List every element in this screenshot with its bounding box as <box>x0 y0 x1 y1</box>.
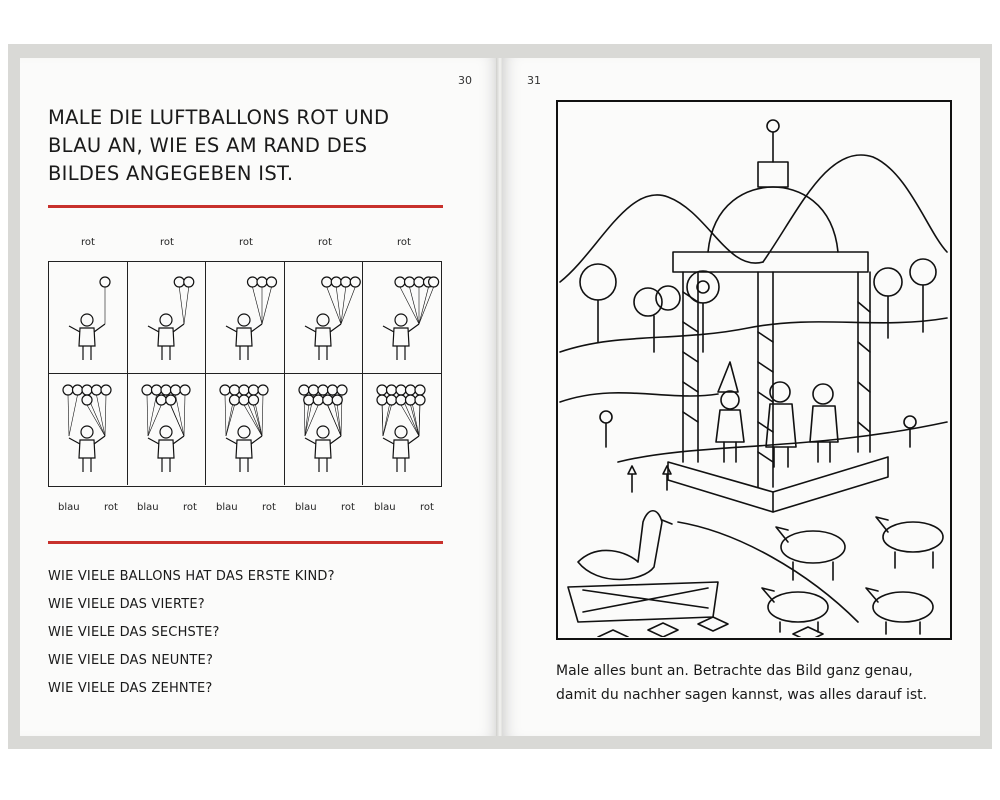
balloon <box>142 385 152 395</box>
balloon <box>322 277 332 287</box>
balloon-string <box>184 287 189 324</box>
tree-left <box>580 264 616 342</box>
goose <box>578 511 672 580</box>
child-with-balloons <box>363 262 442 374</box>
balloon-grid <box>48 261 442 487</box>
child-head <box>317 314 329 326</box>
child-body <box>79 328 95 346</box>
balloon-string <box>419 287 429 324</box>
balloon <box>170 385 180 395</box>
balloon <box>239 385 249 395</box>
child-head <box>81 314 93 326</box>
column-header: rot <box>160 237 174 248</box>
balloon <box>180 385 190 395</box>
balloon-string <box>400 287 419 324</box>
child-with-balloons <box>128 262 207 374</box>
balloon <box>304 395 314 405</box>
balloon <box>396 385 406 395</box>
child-body <box>393 328 409 346</box>
balloon-string <box>262 395 263 436</box>
color-label-rot: rot <box>420 502 434 513</box>
horizon <box>560 318 947 352</box>
balloon <box>313 395 323 405</box>
child-legs <box>162 346 170 360</box>
color-label-rot: rot <box>262 502 276 513</box>
balloon <box>183 277 193 287</box>
balloon-cell <box>285 374 364 486</box>
balloon-cell <box>128 374 207 486</box>
balloon-string <box>184 395 185 436</box>
balloon <box>100 277 110 287</box>
title-line: BLAU AN, WIE ES AM RAND DES <box>48 134 368 157</box>
balloon <box>151 385 161 395</box>
balloon-cell <box>285 262 364 374</box>
balloon-string <box>68 395 69 436</box>
balloon-string <box>401 405 419 436</box>
balloon <box>327 385 337 395</box>
meadow-path <box>618 422 947 462</box>
balloon-string <box>225 395 226 436</box>
boat <box>568 582 718 622</box>
scene-drawing <box>558 102 949 637</box>
hill-right <box>763 155 947 262</box>
balloon-string <box>87 405 105 436</box>
tree-mid <box>634 286 680 352</box>
red-divider-bottom <box>48 541 443 544</box>
flower-big <box>687 271 719 352</box>
child-body <box>315 328 331 346</box>
balloon-string <box>253 287 263 324</box>
balloon <box>395 277 405 287</box>
question-5: WIE VIELE DAS ZEHNTE? <box>48 681 213 696</box>
balloon <box>239 395 249 405</box>
question-3: WIE VIELE DAS SECHSTE? <box>48 625 220 640</box>
tree-right-2 <box>910 259 936 332</box>
tree-right-1 <box>874 268 902 338</box>
balloon <box>377 395 387 405</box>
balloon <box>161 385 171 395</box>
red-divider-top <box>48 205 443 208</box>
balloon-cell <box>363 374 442 486</box>
child-head <box>395 314 407 326</box>
balloon <box>220 385 230 395</box>
gazebo-scene-illustration <box>556 100 952 640</box>
balloon <box>332 395 342 405</box>
child-body <box>158 440 174 458</box>
child-body <box>236 328 252 346</box>
balloon-cell <box>206 374 285 486</box>
balloon-string <box>419 287 434 324</box>
column-header: rot <box>318 237 332 248</box>
balloon <box>337 385 347 395</box>
balloon <box>156 395 166 405</box>
meadow-left <box>560 393 718 402</box>
child-with-balloons <box>128 374 207 486</box>
color-label-rot: rot <box>183 502 197 513</box>
balloon-cell <box>363 262 442 374</box>
balloon-string <box>148 405 161 436</box>
child-with-balloons <box>49 262 128 374</box>
balloon-cell <box>206 262 285 374</box>
child-legs <box>319 346 327 360</box>
balloon <box>414 277 424 287</box>
gazebo <box>668 120 888 512</box>
balloon <box>331 277 341 287</box>
balloon <box>230 385 240 395</box>
column-header: rot <box>397 237 411 248</box>
balloon <box>249 395 259 405</box>
child-with-balloons <box>49 374 128 486</box>
balloon <box>267 277 277 287</box>
balloon <box>415 385 425 395</box>
balloon <box>82 385 92 395</box>
right-page <box>502 58 980 736</box>
child-legs <box>240 458 248 472</box>
question-2: WIE VIELE DAS VIERTE? <box>48 597 205 612</box>
child-with-balloons <box>206 262 285 374</box>
balloon <box>249 385 259 395</box>
balloon <box>63 385 73 395</box>
balloon <box>258 385 268 395</box>
balloon-string <box>411 405 420 436</box>
balloon-string <box>170 405 183 436</box>
child-body <box>158 328 174 346</box>
child-body <box>236 440 252 458</box>
balloon-string <box>148 395 157 436</box>
child-head <box>395 426 407 438</box>
color-label-blau: blau <box>295 502 317 513</box>
balloon-string <box>262 287 272 324</box>
left-page <box>20 58 498 736</box>
color-label-blau: blau <box>374 502 396 513</box>
balloon-cell <box>49 262 128 374</box>
balloon-string <box>226 405 235 436</box>
balloon <box>257 277 267 287</box>
balloon-string <box>179 287 184 324</box>
child-with-balloons <box>285 262 364 374</box>
balloon-cell <box>49 374 128 486</box>
caption-line: damit du nachher sagen kannst, was alles darauf ist. <box>556 687 928 703</box>
balloon <box>415 395 425 405</box>
balloon-string <box>69 395 78 436</box>
balloon <box>341 277 351 287</box>
balloon <box>308 385 318 395</box>
title-line: MALE DIE LUFTBALLONS ROT UND <box>48 106 390 129</box>
balloon <box>82 395 92 405</box>
balloon-string <box>410 287 420 324</box>
child-body <box>393 440 409 458</box>
child-legs <box>240 346 248 360</box>
column-header: rot <box>81 237 95 248</box>
color-label-blau: blau <box>137 502 159 513</box>
balloon <box>387 385 397 395</box>
balloon <box>387 395 397 405</box>
balloon-cell <box>128 262 207 374</box>
child-head <box>160 314 172 326</box>
child-head <box>81 426 93 438</box>
child-head <box>238 314 250 326</box>
exercise-title <box>48 104 448 188</box>
balloon-string <box>244 405 262 436</box>
hill-left <box>560 195 763 282</box>
color-label-blau: blau <box>216 502 238 513</box>
balloon <box>248 277 258 287</box>
balloon <box>406 385 416 395</box>
child-legs <box>83 346 91 360</box>
caption-line: Male alles bunt an. Betrachte das Bild ganz genau, <box>556 663 913 679</box>
child-legs <box>83 458 91 472</box>
illustration-caption <box>556 659 956 707</box>
child-with-balloons <box>285 374 364 486</box>
child-head <box>317 426 329 438</box>
color-label-blau: blau <box>58 502 80 513</box>
balloon <box>101 385 111 395</box>
balloon-string <box>147 395 148 436</box>
balloon <box>377 385 387 395</box>
balloon-string <box>105 395 106 436</box>
balloon <box>73 385 83 395</box>
child-legs <box>397 346 405 360</box>
balloon <box>92 385 102 395</box>
color-label-rot: rot <box>341 502 355 513</box>
child-head <box>160 426 172 438</box>
child-with-balloons <box>206 374 285 486</box>
title-line: BILDES ANGEGEBEN IST. <box>48 162 294 185</box>
children <box>716 362 838 467</box>
balloon-string <box>97 395 106 436</box>
child-legs <box>319 458 327 472</box>
balloon-string <box>175 395 184 436</box>
balloon <box>406 395 416 405</box>
column-header: rot <box>239 237 253 248</box>
balloon <box>174 277 184 287</box>
page-number-right: 31 <box>527 74 541 87</box>
child-head <box>238 426 250 438</box>
color-label-rot: rot <box>104 502 118 513</box>
balloon <box>396 395 406 405</box>
balloon <box>318 385 328 395</box>
balloon <box>350 277 360 287</box>
page-number-left: 30 <box>458 74 472 87</box>
question-1: WIE VIELE BALLONS HAT DAS ERSTE KIND? <box>48 569 335 584</box>
balloon <box>165 395 175 405</box>
balloon <box>405 277 415 287</box>
balloon <box>299 385 309 395</box>
child-with-balloons <box>363 374 442 486</box>
child-body <box>79 440 95 458</box>
balloon <box>429 277 439 287</box>
child-legs <box>397 458 405 472</box>
child-body <box>315 440 331 458</box>
child-legs <box>162 458 170 472</box>
balloon-string <box>254 405 263 436</box>
balloon <box>230 395 240 405</box>
balloon <box>323 395 333 405</box>
question-4: WIE VIELE DAS NEUNTE? <box>48 653 214 668</box>
balloon-string <box>383 405 392 436</box>
